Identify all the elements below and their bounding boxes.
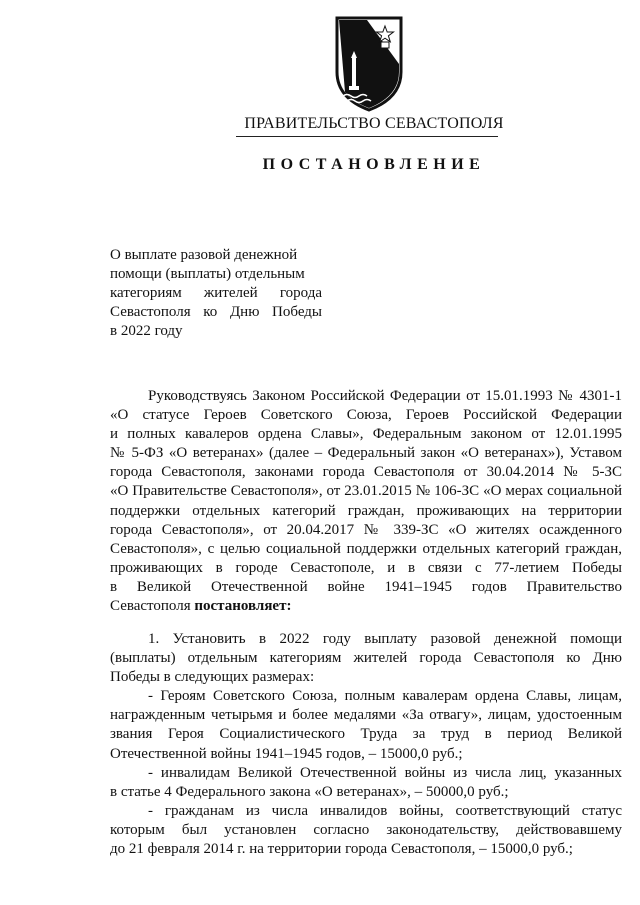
subject-line: помощи (выплаты) отдельным <box>110 266 305 282</box>
list-item-line: - инвалидам Великой Отечественной войны из числа лиц, указанных <box>148 764 622 781</box>
paragraph-text: Севастополя <box>110 598 195 615</box>
paragraph-line: Руководствуясь Законом Российской Федерации от 15.01.1993 № 4301-1 <box>148 388 622 404</box>
paragraph-line: в Великой Отечественной войне 1941–1945 годов Правительство <box>110 578 622 595</box>
paragraph-line: проживающих в городе Севастополе, и в связи с 77-летием Победы <box>110 559 622 576</box>
paragraph-line: поддержки отдельных категорий граждан, проживающих на территории <box>110 502 622 519</box>
list-item-line: которым был установлен согласно законодательству, действовавшему <box>110 821 622 838</box>
list-item-line: - гражданам из числа инвалидов войны, соответствующий статус <box>148 802 622 819</box>
subject-line: в 2022 году <box>110 323 183 339</box>
list-item-line: до 21 февраля 2014 г. на территории города Севастополя, – 15000,0 руб.; <box>110 841 573 858</box>
paragraph-line: города Севастополя», от 20.04.2017 № 339-ЗС «О жителях осажденного <box>110 521 622 538</box>
subject-line: Севастополя ко Дню Победы <box>110 304 322 320</box>
preamble-paragraph <box>110 387 622 616</box>
clause-line: (выплаты) отдельным категориям жителей города Севастополя ко Дню <box>110 650 622 667</box>
document-subject <box>110 246 322 341</box>
list-item-line: Отечественной войны 1941–1945 годов, – 15000,0 руб.; <box>110 745 463 762</box>
paragraph-line: Севастополя», с целью социальной поддержки отдельных категорий граждан, <box>110 540 622 557</box>
paragraph-line <box>110 597 622 616</box>
list-item-line: награжденным четырьмя и более медалями «За отвагу», лицам, удостоенным <box>110 707 622 724</box>
resolution-keyword: постановляет: <box>194 598 292 615</box>
paragraph-line: № 5-ФЗ «О ветеранах» (далее – Федеральный закон «О ветеранах»), Уставом <box>110 445 622 462</box>
clause-line: 1. Установить в 2022 году выплату разовой денежной помощи <box>148 631 622 647</box>
coat-of-arms-icon <box>333 14 405 112</box>
paragraph-line: и полных кавалеров ордена Славы», Федеральным законом от 12.01.1995 <box>110 426 622 443</box>
subject-line: О выплате разовой денежной <box>110 247 298 263</box>
document-type-heading: ПОСТАНОВЛЕНИЕ <box>262 156 486 173</box>
clause-1 <box>110 630 622 859</box>
paragraph-line: «О статусе Героев Советского Союза, Героев Российской Федерации <box>110 407 622 424</box>
title-underline <box>236 136 498 137</box>
list-item-line: в статье 4 Федерального закона «О ветеранах», – 50000,0 руб.; <box>110 783 509 800</box>
paragraph-line: города Севастополя, законами города Севастополя от 30.04.2014 № 5-ЗС <box>110 464 622 481</box>
clause-line: Победы в следующих размерах: <box>110 669 315 686</box>
list-item-line: звания Героя Социалистического Труда за труд в период Великой <box>110 726 622 743</box>
list-item-line: - Героям Советского Союза, полным кавалерам ордена Славы, лицам, <box>148 688 622 705</box>
subject-line: категориям жителей города <box>110 285 322 301</box>
organization-title: ПРАВИТЕЛЬСТВО СЕВАСТОПОЛЯ <box>244 115 504 132</box>
paragraph-line: «О Правительстве Севастополя», от 23.01.2015 № 106-ЗС «О мерах социальной <box>110 483 622 500</box>
